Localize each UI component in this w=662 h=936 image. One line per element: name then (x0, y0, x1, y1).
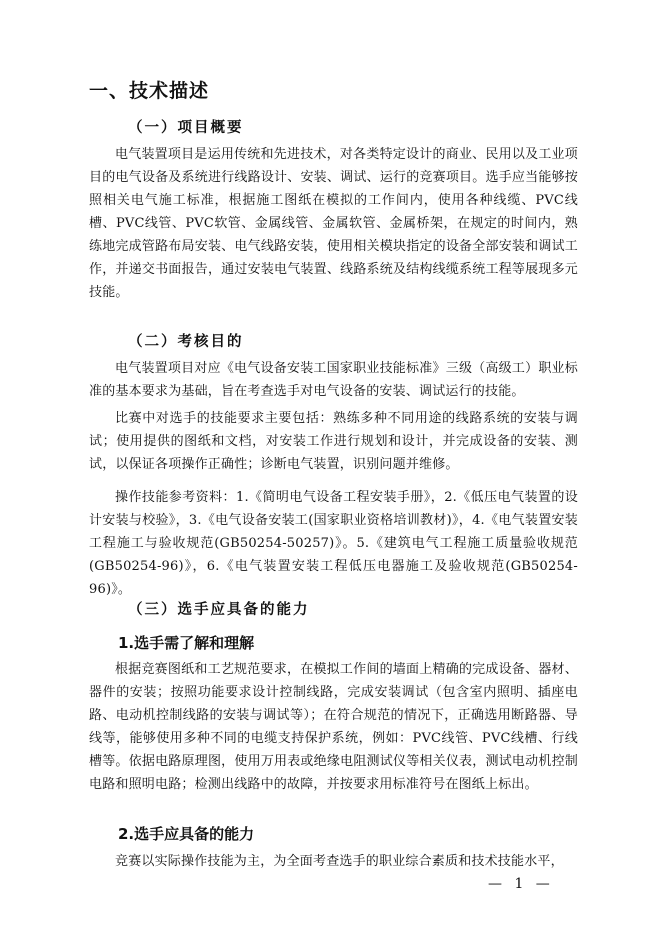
page-number: — 1 — (488, 876, 554, 892)
heading-technical-description: 一、技术描述 (89, 80, 210, 102)
subsection-title-abilities: 2.选手应具备的能力 (118, 825, 255, 843)
paragraph-abilities: 竞赛以实际操作技能为主，为全面考查选手的职业综合素质和技术技能水平， (115, 854, 564, 869)
section-title-assessment-purpose: （二）考核目的 (128, 334, 244, 350)
section-title-overview: （一）项目概要 (128, 120, 244, 136)
subsection-title-understanding: 1.选手需了解和理解 (118, 634, 255, 652)
paragraph-assessment-standard: 电气装置项目对应《电气设备安装工国家职业技能标准》三级（高级工）职业标准的基本要求为基础，旨在考查选手对电气设备的安装、调试运行的技能。 (89, 361, 578, 399)
paragraph-understanding: 根据竞赛图纸和工艺规范要求，在模拟工作间的墙面上精确的完成设备、器材、器件的安装；按照功能要求设计控制线路，完成安装调试（包含室内照明、插座电路、电动机控制线路的安装与调试等）；在符合规范的情况下，正确选用断路器、导线等，能够使用多种不同的电缆支持保护系统，例如：PVC线管、PVC线槽、行线槽等。依据电路原理图，使用万用表或绝缘电阻测试仪等相关仪表，测试电动机控制电路和照明电路；检测出线路中的故障，并按要求用标准符号在图纸上标出。 (89, 662, 578, 792)
section-title-abilities: （三）选手应具备的能力 (128, 602, 310, 618)
paragraph-skill-requirements: 比赛中对选手的技能要求主要包括：熟练多种不同用途的线路系统的安装与调试；使用提供的图纸和文档，对安装工作进行规划和设计，并完成设备的安装、测试，以保证各项操作正确性；诊断电气装置，识别问题并维修。 (89, 411, 578, 472)
paragraph-reference-materials: 操作技能参考资料：1.《简明电气设备工程安装手册》，2.《低压电气装置的设计安装与校验》，3.《电气设备安装工(国家职业资格培训教材)》，4.《电气装置安装工程施工与验收规范(GB50254-50257)》。5.《建筑电气工程施工质量验收规范(GB50254-96)》，6.《电气装置安装工程低压电器施工及验收规范(GB50254-96)》。 (89, 490, 578, 597)
paragraph-overview: 电气装置项目是运用传统和先进技术，对各类特定设计的商业、民用以及工业项目的电气设备及系统进行线路设计、安装、调试、运行的竞赛项目。选手应当能够按照相关电气施工标准，根据施工图纸在模拟的工作间内，使用各种线缆、PVC线槽、PVC线管、PVC软管、金属线管、金属软管、金属桥架，在规定的时间内，熟练地完成管路布局安装、电气线路安装，使用相关模块指定的设备全部安装和调试工作，并递交书面报告，通过安装电气装置、线路系统及结构线缆系统工程等展现多元技能。 (89, 147, 578, 300)
